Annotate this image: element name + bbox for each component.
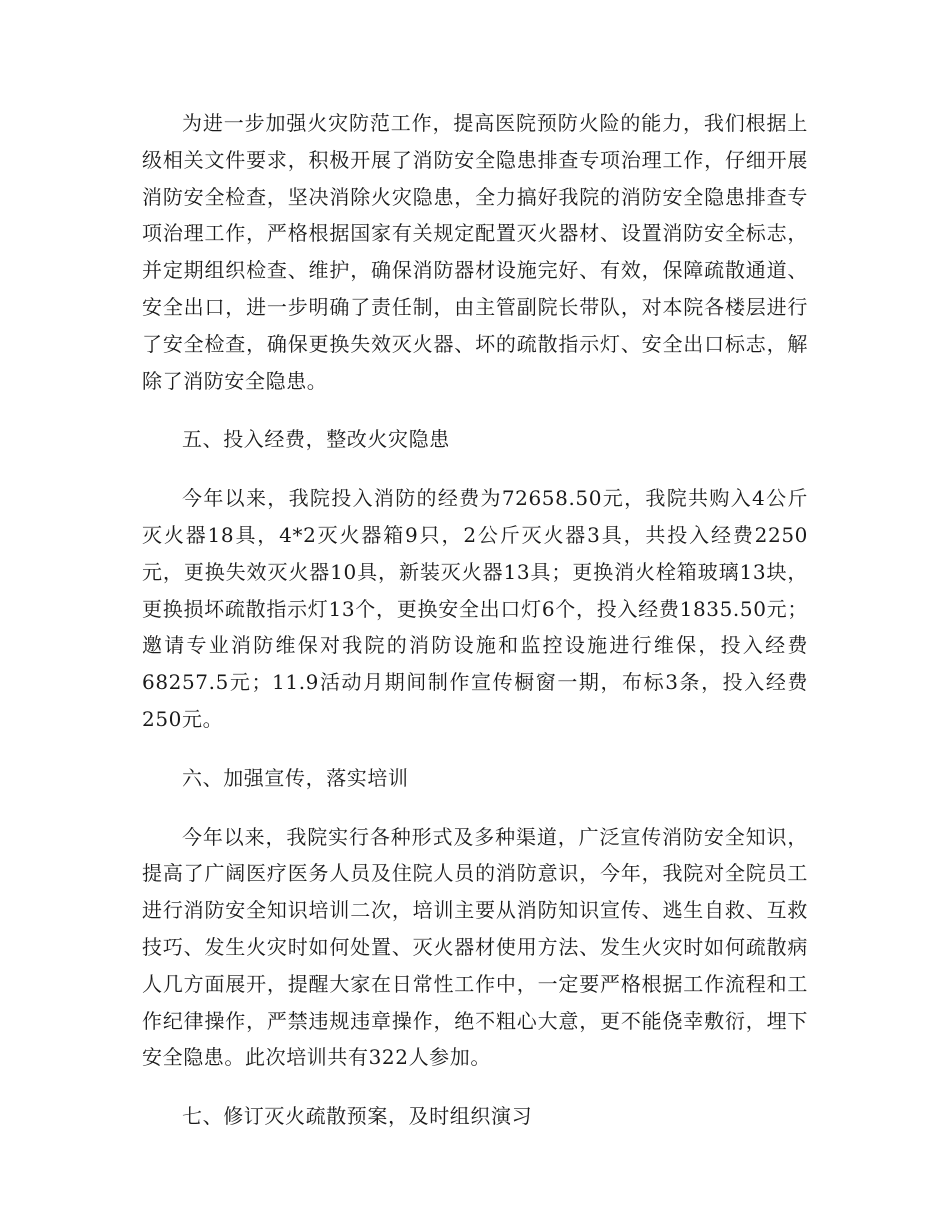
section-heading-6: 六、加强宣传，落实培训: [182, 765, 409, 790]
document-body: [142, 105, 808, 1135]
intro-paragraph: 为进一步加强火灾防范工作，提高医院预防火险的能力，我们根据上级相关文件要求，积极开展了消防安全隐患排查专项治理工作，仔细开展消防安全检查，坚决消除火灾隐患，全力搞好我院的消防安全隐患排查专项治理工作，严格根据国家有关规定配置灭火器材、设置消防安全标志，并定期组织检查、维护，确保消防器材设施完好、有效，保障疏散通道、安全出口，进一步明确了责任制，由主管副院长带队，对本院各楼层进行了安全检查，确保更换失效灭火器、坏的疏散指示灯、安全出口标志，解除了消防安全隐患。: [142, 111, 808, 393]
funding-paragraph: 今年以来，我院投入消防的经费为72658.50元，我院共购入4公斤灭火器18具，4*2灭火器箱9只，2公斤灭火器3具，共投入经费2250元，更换失效灭火器10具，新装灭火器13具；更换消火栓箱玻璃13块，更换损坏疏散指示灯13个，更换安全出口灯6个，投入经费1835.50元；邀请专业消防维保对我院的消防设施和监控设施进行维保，投入经费68257.5元；11.9活动月期间制作宣传橱窗一期，布标3条，投入经费250元。: [142, 486, 808, 731]
section-heading-7: 七、修订灭火疏散预案，及时组织演习: [182, 1104, 533, 1129]
section-heading-5: 五、投入经费，整改火灾隐患: [182, 427, 450, 452]
training-paragraph: 今年以来，我院实行各种形式及多种渠道，广泛宣传消防安全知识，提高了广阔医疗医务人员及住院人员的消防意识，今年，我院对全院员工进行消防安全知识培训二次，培训主要从消防知识宣传、逃生自救、互救技巧、发生火灾时如何处置、灭火器材使用方法、发生火灾时如何疏散病人几方面展开，提醒大家在日常性工作中，一定要严格根据工作流程和工作纪律操作，严禁违规违章操作，绝不粗心大意，更不能侥幸敷衍，埋下安全隐患。此次培训共有322人参加。: [142, 824, 808, 1070]
